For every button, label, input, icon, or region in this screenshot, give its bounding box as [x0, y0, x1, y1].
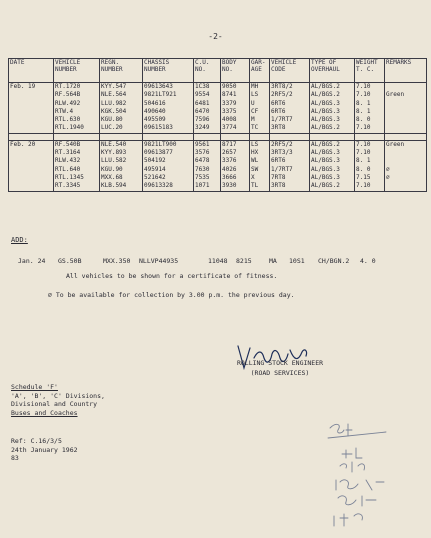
cell-line: HX: [251, 149, 259, 157]
cell-line: U: [251, 99, 255, 107]
added-vehicle-field: NLLVP44935: [139, 257, 179, 265]
cell-line: 3666: [222, 173, 237, 181]
column-header: REGN. NUMBER: [100, 59, 143, 83]
cell-line: 3379: [222, 99, 237, 107]
cell-line: ∅: [386, 173, 390, 181]
table-cell: [221, 140, 250, 191]
cell-line: [386, 83, 425, 91]
cell-line: CF: [251, 107, 259, 115]
added-vehicle-field: CH/BGN.2: [318, 257, 350, 265]
cell-line: ∅: [386, 165, 390, 173]
table-cell: [270, 140, 310, 191]
cell-line: 09615183: [144, 124, 173, 132]
cell-line: 3375: [222, 107, 237, 115]
cell-line: [386, 149, 425, 157]
table-cell: [250, 83, 270, 134]
cell-line: 1/7RT7: [271, 165, 293, 173]
cell-line: AL/BGS.3: [311, 157, 340, 165]
cell-line: 09613877: [144, 149, 173, 157]
cell-line: AL/BGS.2: [311, 182, 340, 190]
cell-line: 09613328: [144, 182, 173, 190]
cell-line: RT.1720: [55, 83, 81, 90]
cell-line: KLB.594: [101, 182, 127, 190]
cell-line: 504616: [144, 99, 166, 107]
cell-line: RTL.1940: [55, 124, 84, 132]
table-body: [9, 83, 427, 192]
cell-line: RT.3345: [55, 182, 81, 190]
cell-line: M: [251, 116, 255, 124]
cell-line: 9821LT921: [144, 91, 177, 99]
cell-line: 6478: [195, 157, 210, 165]
cell-line: 8717: [222, 140, 237, 148]
cell-line: MH: [251, 83, 259, 90]
table-cell: [250, 140, 270, 191]
cell-line: 3930: [222, 182, 237, 190]
cell-line: KGU.90: [101, 165, 123, 173]
cell-line: 3RT8/2: [271, 83, 293, 90]
cell-line: KGK.504: [101, 107, 127, 115]
cell-line: 9821LT900: [144, 140, 177, 148]
added-vehicle-field: GS.50B: [58, 257, 82, 265]
cell-line: 7596: [195, 116, 210, 124]
cell-line: 8. 0: [356, 116, 371, 124]
certificate-note: All vehicles to be shown for a certificate of fitness.: [66, 272, 278, 280]
column-header: TYPE OF OVERHAUL: [310, 59, 355, 83]
cell-line: 6RT6: [271, 107, 286, 115]
cell-line: 3RT3/3: [271, 149, 293, 157]
added-vehicle-field: Jan. 24: [18, 257, 46, 265]
table-cell: [54, 83, 100, 134]
cell-line: 7.10: [356, 83, 371, 90]
add-heading: ADD:: [11, 236, 28, 244]
table-cell: [54, 140, 100, 191]
cell-line: [386, 116, 425, 124]
cell-line: LLU.582: [101, 157, 127, 165]
cell-line: 8. 0: [356, 165, 371, 173]
added-vehicle-field: 8215: [236, 257, 252, 265]
column-header: CHASSIS NUMBER: [143, 59, 194, 83]
cell-line: KYY.893: [101, 149, 127, 157]
schedule-line: Buses and Coaches: [11, 408, 78, 417]
cell-line: [386, 108, 425, 116]
cell-line: 3774: [222, 124, 237, 132]
table-cell: [143, 140, 194, 191]
cell-line: AL/BGS.3: [311, 116, 340, 124]
cell-line: 6470: [195, 107, 210, 115]
table-cell: [194, 83, 221, 134]
cell-line: 7.10: [356, 140, 371, 148]
column-header: GAR- AGE: [250, 59, 270, 83]
added-vehicle-field: 11048: [208, 257, 228, 265]
column-header: WEIGHT T. C.: [355, 59, 385, 83]
table-cell: [221, 83, 250, 134]
cell-line: 3376: [222, 157, 237, 165]
cell-line: NLE.564: [101, 91, 127, 99]
schedule-block: [11, 383, 105, 417]
cell-line: AL/BGS.3: [311, 99, 340, 107]
cell-line: 7.10: [356, 91, 371, 99]
reference-block: [11, 437, 78, 463]
column-header: VEHICLE CODE: [270, 59, 310, 83]
cell-line: RTW.4: [55, 107, 74, 115]
cell-line: 9561: [195, 140, 210, 148]
cell-line: KYY.547: [101, 83, 127, 90]
cell-line: RTL.1345: [55, 173, 84, 181]
cell-line: RTL.630: [55, 116, 81, 124]
added-vehicle-field: MA: [269, 257, 277, 265]
cell-line: LUC.20: [101, 124, 123, 132]
collection-note: ∅ To be available for collection by 3.00 p.m. the previous day.: [48, 291, 295, 299]
group-spacer: [9, 133, 427, 140]
table-cell: [270, 83, 310, 134]
cell-line: RF.564B: [55, 91, 81, 99]
column-header: DATE: [9, 59, 54, 83]
cell-line: 2RF5/2: [271, 140, 293, 148]
document-code: 83: [11, 454, 19, 462]
cell-line: 7535: [195, 173, 210, 181]
cell-line: 490640: [144, 107, 166, 115]
cell-line: AL/BGS.2: [311, 83, 340, 90]
cell-line: AL/BGS.3: [311, 149, 340, 157]
cell-line: AL/BGS.3: [311, 165, 340, 173]
added-vehicle-field: 10S1: [289, 257, 305, 265]
cell-line: 3RT8: [271, 182, 286, 190]
cell-line: TC: [251, 124, 259, 132]
table-cell: [385, 140, 427, 191]
schedule-title: Schedule 'F': [11, 383, 58, 391]
cell-line: MXX.68: [101, 173, 123, 181]
cell-line: 8741: [222, 91, 237, 99]
cell-line: AL/BGS.2: [311, 91, 340, 99]
cell-line: 7.10: [356, 182, 371, 190]
added-vehicle-field: MXX.350: [103, 257, 131, 265]
date-group-row: [9, 140, 427, 191]
cell-line: 2657: [222, 149, 237, 157]
cell-line: [386, 100, 425, 108]
cell-line: Green: [386, 140, 405, 148]
table-cell: [355, 140, 385, 191]
cell-line: 7.10: [356, 124, 371, 132]
cell-line: 6481: [195, 99, 210, 107]
cell-line: [386, 182, 425, 190]
cell-line: Green: [386, 91, 405, 99]
schedule-line: 'A', 'B', 'C' Divisions,: [11, 391, 105, 400]
table-cell: [100, 83, 143, 134]
schedule-line: Divisional and Country: [11, 400, 98, 408]
cell-line: AL/BGS.3: [311, 173, 340, 181]
cell-line: RLW.432: [55, 157, 81, 165]
cell-line: 2RF5/2: [271, 91, 293, 99]
cell-line: RF.540B: [55, 140, 81, 148]
cell-line: 3576: [195, 149, 210, 157]
cell-line: 7630: [195, 165, 210, 173]
engineer-block: [205, 358, 355, 378]
cell-line: 8. 1: [356, 99, 371, 107]
table-cell: [194, 140, 221, 191]
table-cell: [100, 140, 143, 191]
cell-line: 9554: [195, 91, 210, 99]
added-vehicle-field: 4. 0: [360, 257, 376, 265]
engineer-title: ROLLING STOCK ENGINEER: [236, 359, 324, 367]
cell-line: RLW.492: [55, 99, 81, 107]
cell-line: [386, 157, 425, 165]
cell-line: AL/BGS.3: [311, 107, 340, 115]
reference-number: Ref: C.16/3/5: [11, 437, 62, 445]
table-cell: [310, 83, 355, 134]
cell-line: [386, 124, 425, 132]
column-header: VEHICLE NUMBER: [54, 59, 100, 83]
cell-line: 3249: [195, 124, 210, 132]
column-header: REMARKS: [385, 59, 427, 83]
cell-line: WL: [251, 157, 259, 165]
handwritten-annotations: [326, 420, 426, 538]
date-group-row: [9, 83, 427, 134]
column-header: C.U. NO.: [194, 59, 221, 83]
cell-line: 4008: [222, 116, 237, 124]
cell-line: 1C38: [195, 83, 210, 90]
cell-line: LS: [251, 140, 259, 148]
table-cell: [355, 83, 385, 134]
table-cell: [385, 83, 427, 134]
cell-line: 8. 1: [356, 107, 371, 115]
cell-line: TL: [251, 182, 259, 190]
cell-line: 9050: [222, 83, 237, 90]
cell-line: LLU.982: [101, 99, 127, 107]
cell-line: 09613643: [144, 83, 173, 90]
vehicle-schedule-table: [8, 58, 427, 192]
cell-line: 7RT8: [271, 173, 286, 181]
cell-line: 7.10: [356, 149, 371, 157]
table-cell: [143, 83, 194, 134]
cell-line: LS: [251, 91, 259, 99]
column-header: BODY NO.: [221, 59, 250, 83]
engineer-department: (ROAD SERVICES): [250, 369, 310, 377]
page-number: -2-: [208, 32, 223, 41]
date-cell: Feb. 19: [9, 83, 54, 134]
cell-line: 495509: [144, 116, 166, 124]
cell-line: AL/BGS.2: [311, 124, 340, 132]
cell-line: KGU.80: [101, 116, 123, 124]
cell-line: 495914: [144, 165, 166, 173]
cell-line: RTL.640: [55, 165, 81, 173]
table-cell: [310, 140, 355, 191]
cell-line: 504192: [144, 157, 166, 165]
cell-line: 1/7RT7: [271, 116, 293, 124]
cell-line: SW: [251, 165, 259, 173]
cell-line: 6RT6: [271, 157, 286, 165]
cell-line: NLE.540: [101, 140, 127, 148]
cell-line: RT.3164: [55, 149, 81, 157]
cell-line: 6RT6: [271, 99, 286, 107]
document-date: 24th January 1962: [11, 445, 78, 454]
cell-line: 1071: [195, 182, 210, 190]
cell-line: 7.15: [356, 173, 371, 181]
date-cell: Feb. 20: [9, 140, 54, 191]
cell-line: AL/BGS.2: [311, 140, 340, 148]
cell-line: 4026: [222, 165, 237, 173]
cell-line: X: [251, 173, 255, 181]
table-header-row: [9, 59, 427, 83]
cell-line: 3RT8: [271, 124, 286, 132]
cell-line: 8. 1: [356, 157, 371, 165]
cell-line: 521642: [144, 173, 166, 181]
